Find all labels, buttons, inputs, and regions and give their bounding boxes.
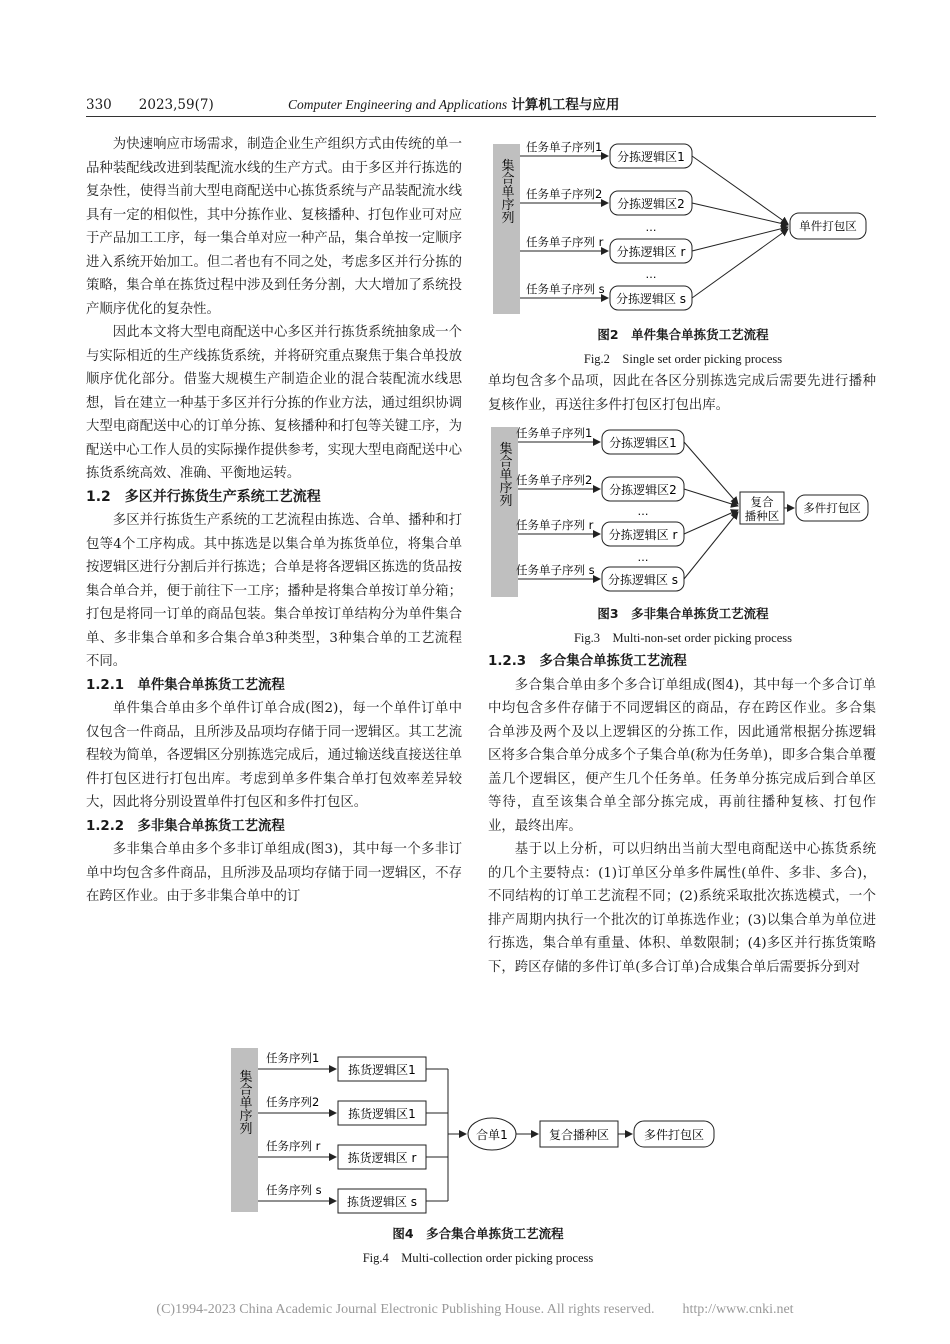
- figure-2-caption: [488, 325, 878, 367]
- seq-label: 任务单子序列 r: [516, 518, 594, 532]
- seq-label: 任务序列 s: [266, 1183, 322, 1197]
- reseed-label: 复合: [750, 495, 774, 509]
- zone-box-label: 拣货逻辑区1: [348, 1107, 416, 1121]
- page-number-issue: 330 2023,59(7): [86, 97, 214, 113]
- paragraph: 多非集合单由多个多非订单组成(图3)，其中每一个多非订单中均包含多件商品，且所涉及品项均存储于同一逻辑区，不存在跨区作业。由于多非集合单中的订: [86, 842, 462, 904]
- caption-cn: 图3 多非集合单拣货工艺流程: [597, 606, 769, 621]
- zone-box-label: 分拣逻辑区 s: [607, 573, 679, 587]
- caption-en: Fig.2 Single set order picking process: [583, 352, 783, 366]
- reseed-label: 复合播种区: [548, 1128, 610, 1142]
- seq-label: 任务单子序列 r: [526, 235, 604, 249]
- paragraph: 单均包含多个品项，因此在各区分别拣选完成后需要先进行播种复核作业，再送往多件打包区打包出库。: [488, 374, 876, 413]
- seq-label: 任务单子序列2: [516, 473, 593, 487]
- journal-title: Computer Engineering and Applications 计算机工程与应用: [288, 97, 620, 113]
- zone-box-label: 分拣逻辑区2: [609, 483, 677, 497]
- zone-box-label: 分拣逻辑区1: [609, 436, 677, 450]
- left-column: [86, 133, 462, 909]
- merge-label: 合单1: [476, 1128, 508, 1142]
- subsection-heading: 1.2.2 多非集合单拣货工艺流程: [86, 818, 285, 834]
- zone-box-label: 分拣逻辑区 s: [615, 292, 687, 306]
- section-heading: 1.2 多区并行拣货生产系统工艺流程: [86, 488, 321, 505]
- seq-label: 任务序列 r: [266, 1139, 321, 1153]
- figure-2-diagram: [488, 136, 878, 322]
- header-rule: [86, 116, 876, 117]
- seq-label: 任务单子序列2: [526, 187, 603, 201]
- caption-en: Fig.4 Multi-collection order picking process: [362, 1251, 594, 1265]
- paragraph: 基于以上分析，可以归纳出当前大型电商配送中心拣货系统的几个主要特点：(1)订单区分单多件属性(单件、多非、多合)，不同结构的订单工艺流程不同；(2)系统采取批次拣选模式，一个排产周期内执行一个批次的订单拣选作业；(3)以集合单为单位进行拣选，集合单有重量、体积、单数限制；(4)多区并行拣货策略下，跨区存储的多件订单(多合订单)合成集合单后需要拆分到对: [488, 842, 876, 975]
- seq-label: 任务序列2: [266, 1095, 320, 1109]
- zone-box-label: 分拣逻辑区 r: [608, 528, 678, 542]
- figure-3-caption: [488, 604, 878, 646]
- ellipsis: …: [637, 505, 649, 518]
- target-box-label: 单件打包区: [799, 219, 857, 233]
- right-column-top: [488, 370, 876, 417]
- seq-label: 任务单子序列1: [516, 426, 593, 440]
- seq-label: 任务单子序列 s: [516, 563, 595, 577]
- caption-en: Fig.3 Multi-non-set order picking process: [573, 631, 793, 645]
- zone-box-label: 分拣逻辑区2: [617, 197, 685, 211]
- sequence-label: 集合单序列: [236, 1069, 252, 1135]
- figure-3-diagram: [488, 422, 878, 602]
- subsection-heading: 1.2.1 单件集合单拣货工艺流程: [86, 677, 285, 693]
- paragraph: 多合集合单由多个多合订单组成(图4)，其中每一个多合订单中均包含多件存储于不同逻辑区的商品，存在跨区作业。多合集合单涉及两个及以上逻辑区的分拣工作，因此通常根据分拣逻辑区将多合集合单分成多个子集合单(称为任务单)，即多合集合单覆盖几个逻辑区，便产生几个任务单。任务单分拣完成后到合单区等待，直至该集合单全部分拣完成，再前往播种复核、打包作业，最终出库。: [488, 677, 876, 834]
- zone-box-label: 拣货逻辑区 r: [347, 1151, 417, 1165]
- zone-box-label: 拣货逻辑区 s: [346, 1195, 418, 1209]
- figure-4-diagram: [228, 1046, 728, 1216]
- caption-cn: 图4 多合集合单拣货工艺流程: [392, 1226, 564, 1241]
- zone-box-label: 拣货逻辑区1: [348, 1063, 416, 1077]
- seq-label: 任务单子序列 s: [526, 282, 605, 296]
- paragraph: 因此本文将大型电商配送中心多区并行拣货系统抽象成一个与实际相近的生产线拣货系统，并将研究重点聚焦于集合单投放顺序优化部分。借鉴大规模生产制造企业的混合装配流水线思想，旨在建立一种基于多区并行分拣的作业方法，通过组织协调大型电商配送中心的订单分拣、复核播种和打包等关键工序，为配送中心工作人员的实际操作提供参考，实现大型电商配送中心拣货系统高效、准确、平衡地运转。: [86, 325, 462, 481]
- paragraph: 多区并行拣货生产系统的工艺流程由拣选、合单、播种和打包等4个工序构成。其中拣选是以集合单为拣货单位，将集合单按逻辑区进行分割后并行拣选；合单是将各逻辑区拣选的货品按集合单合并，便于前往下一工序；播种是将集合单按订单分箱；打包是将同一订单的商品包装。集合单按订单结构分为单件集合单、多非集合单和多合集合单3种类型，3种集合单的工艺流程不同。: [86, 513, 462, 669]
- reseed-label: 播种区: [744, 509, 780, 523]
- ellipsis: …: [645, 221, 657, 234]
- figure-4-caption: [228, 1224, 728, 1266]
- zone-box-label: 分拣逻辑区 r: [616, 245, 686, 259]
- zone-box-label: 分拣逻辑区1: [617, 150, 685, 164]
- sequence-label: 集合单序列: [498, 158, 514, 224]
- paragraph: 为快速响应市场需求，制造企业生产组织方式由传统的单一品种装配线改进到装配流水线的生产方式。由于多区并行拣选的复杂性，使得当前大型电商配送中心拣货系统与产品装配流水线具有一定的相似性，其中分拣作业、复核播种、打包作业可对应于产品加工工序，每一集合单对应一种产品，集合单按一定顺序进入系统开始加工。但二者也有不同之处，考虑多区并行分拣的策略，集合单在拣货过程中涉及到任务分割，大大增加了系统投产顺序优化的复杂性。: [86, 137, 462, 317]
- caption-cn: 图2 单件集合单拣货工艺流程: [597, 327, 769, 342]
- right-column-bottom: [488, 650, 876, 979]
- ellipsis: …: [637, 551, 649, 564]
- seq-label: 任务序列1: [266, 1051, 320, 1065]
- copyright-footer: (C)1994-2023 China Academic Journal Electronic Publishing House. All rights reserved. http://www.cnki.net: [156, 1302, 794, 1317]
- ellipsis: …: [645, 268, 657, 281]
- sequence-label: 集合单序列: [496, 441, 512, 507]
- subsection-heading: 1.2.3 多合集合单拣货工艺流程: [488, 654, 687, 669]
- target-box-label: 多件打包区: [803, 501, 861, 515]
- target-box-label: 多件打包区: [643, 1128, 705, 1142]
- seq-label: 任务单子序列1: [526, 140, 603, 154]
- paragraph: 单件集合单由多个单件订单合成(图2)，每一个单件订单中仅包含一件商品，且所涉及品项均存储于同一逻辑区。其工艺流程较为简单，各逻辑区分别拣选完成后，通过输送线直接送往单件打包区进行打包出库。考虑到单多件集合单打包效率差异较大，因此将分别设置单件打包区和多件打包区。: [86, 701, 462, 810]
